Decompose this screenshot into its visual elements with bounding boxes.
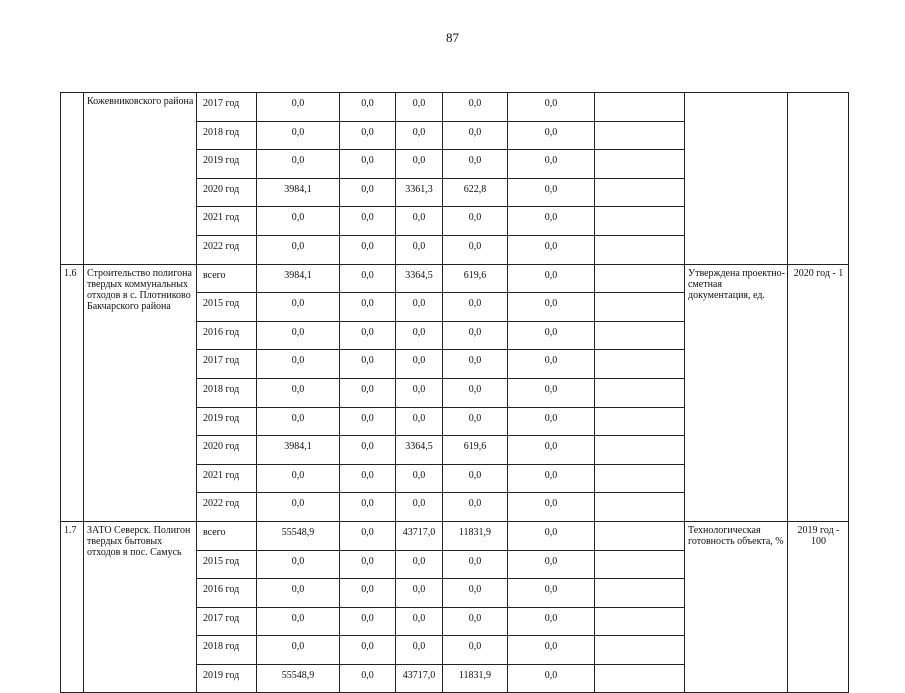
empty-cell xyxy=(595,350,685,379)
empty-cell xyxy=(595,493,685,522)
value-cell: 3364,5 xyxy=(396,264,443,293)
value-cell: 3361,3 xyxy=(396,178,443,207)
value-cell: 0,0 xyxy=(340,378,396,407)
value-cell: 0,0 xyxy=(508,464,595,493)
value-cell: 0,0 xyxy=(508,350,595,379)
value-cell: 11831,9 xyxy=(443,521,508,550)
item-name: Кожевниковского района xyxy=(84,93,197,265)
value-cell: 0,0 xyxy=(340,493,396,522)
value-cell: 0,0 xyxy=(396,121,443,150)
value-cell: 0,0 xyxy=(396,350,443,379)
result-cell: 2020 год - 1 xyxy=(788,264,849,521)
year-cell: 2017 год xyxy=(197,93,257,122)
empty-cell xyxy=(595,150,685,179)
value-cell: 0,0 xyxy=(508,207,595,236)
value-cell: 0,0 xyxy=(396,293,443,322)
empty-cell xyxy=(595,436,685,465)
item-number xyxy=(61,93,84,265)
empty-cell xyxy=(595,407,685,436)
empty-cell xyxy=(595,121,685,150)
value-cell: 0,0 xyxy=(257,464,340,493)
value-cell: 0,0 xyxy=(396,378,443,407)
value-cell: 0,0 xyxy=(257,493,340,522)
value-cell: 0,0 xyxy=(443,93,508,122)
year-cell: всего xyxy=(197,264,257,293)
table-body xyxy=(61,93,849,693)
page-number: 87 xyxy=(446,30,459,45)
item-name: ЗАТО Северск. Полигон твердых бытовых отходов в пос. Самусь xyxy=(84,521,197,693)
year-cell: 2020 год xyxy=(197,178,257,207)
result-cell xyxy=(788,93,849,265)
table-row xyxy=(61,521,849,550)
value-cell: 0,0 xyxy=(257,293,340,322)
value-cell: 0,0 xyxy=(257,636,340,665)
value-cell: 0,0 xyxy=(508,407,595,436)
value-cell: 0,0 xyxy=(508,121,595,150)
value-cell: 0,0 xyxy=(443,121,508,150)
result-cell: 2019 год - 100 xyxy=(788,521,849,693)
value-cell: 0,0 xyxy=(443,378,508,407)
value-cell: 0,0 xyxy=(443,607,508,636)
value-cell: 0,0 xyxy=(396,93,443,122)
year-cell: 2018 год xyxy=(197,636,257,665)
year-cell: 2017 год xyxy=(197,350,257,379)
value-cell: 11831,9 xyxy=(443,664,508,693)
value-cell: 0,0 xyxy=(508,378,595,407)
empty-cell xyxy=(595,636,685,665)
value-cell: 0,0 xyxy=(396,550,443,579)
value-cell: 0,0 xyxy=(257,93,340,122)
item-name: Строительство полигона твердых коммунальных отходов в с. Плотниково Бакчарского района xyxy=(84,264,197,521)
value-cell: 0,0 xyxy=(340,664,396,693)
value-cell: 0,0 xyxy=(443,235,508,264)
year-cell: 2018 год xyxy=(197,378,257,407)
value-cell: 0,0 xyxy=(508,93,595,122)
value-cell: 0,0 xyxy=(340,636,396,665)
empty-cell xyxy=(595,264,685,293)
year-cell: 2018 год xyxy=(197,121,257,150)
value-cell: 0,0 xyxy=(443,464,508,493)
value-cell: 0,0 xyxy=(340,350,396,379)
value-cell: 0,0 xyxy=(508,235,595,264)
value-cell: 0,0 xyxy=(340,121,396,150)
value-cell: 3984,1 xyxy=(257,178,340,207)
value-cell: 0,0 xyxy=(443,293,508,322)
value-cell: 0,0 xyxy=(443,350,508,379)
value-cell: 0,0 xyxy=(340,407,396,436)
value-cell: 0,0 xyxy=(508,550,595,579)
value-cell: 0,0 xyxy=(257,121,340,150)
empty-cell xyxy=(595,664,685,693)
value-cell: 0,0 xyxy=(257,550,340,579)
empty-cell xyxy=(595,321,685,350)
value-cell: 0,0 xyxy=(340,93,396,122)
value-cell: 0,0 xyxy=(340,150,396,179)
value-cell: 0,0 xyxy=(443,550,508,579)
empty-cell xyxy=(595,293,685,322)
value-cell: 0,0 xyxy=(443,321,508,350)
value-cell: 619,6 xyxy=(443,436,508,465)
year-cell: 2015 год xyxy=(197,550,257,579)
table-row xyxy=(61,264,849,293)
value-cell: 0,0 xyxy=(443,493,508,522)
year-cell: 2021 год xyxy=(197,464,257,493)
value-cell: 0,0 xyxy=(340,207,396,236)
value-cell: 0,0 xyxy=(508,321,595,350)
value-cell: 0,0 xyxy=(257,579,340,608)
value-cell: 0,0 xyxy=(257,350,340,379)
indicator-cell: Технологическая готовность объекта, % xyxy=(685,521,788,693)
value-cell: 0,0 xyxy=(508,264,595,293)
value-cell: 0,0 xyxy=(396,579,443,608)
year-cell: 2022 год xyxy=(197,235,257,264)
empty-cell xyxy=(595,579,685,608)
value-cell: 0,0 xyxy=(443,579,508,608)
indicator-cell: Утверждена проектно-сметная документация, ед. xyxy=(685,264,788,521)
value-cell: 0,0 xyxy=(508,150,595,179)
value-cell: 3364,5 xyxy=(396,436,443,465)
value-cell: 0,0 xyxy=(340,579,396,608)
value-cell: 0,0 xyxy=(340,264,396,293)
value-cell: 3984,1 xyxy=(257,436,340,465)
year-cell: 2021 год xyxy=(197,207,257,236)
value-cell: 0,0 xyxy=(396,321,443,350)
value-cell: 0,0 xyxy=(340,235,396,264)
empty-cell xyxy=(595,607,685,636)
value-cell: 0,0 xyxy=(340,464,396,493)
value-cell: 0,0 xyxy=(508,579,595,608)
item-number: 1.7 xyxy=(61,521,84,693)
empty-cell xyxy=(595,93,685,122)
value-cell: 0,0 xyxy=(257,407,340,436)
value-cell: 0,0 xyxy=(508,664,595,693)
empty-cell xyxy=(595,178,685,207)
value-cell: 0,0 xyxy=(257,321,340,350)
item-number: 1.6 xyxy=(61,264,84,521)
value-cell: 0,0 xyxy=(396,235,443,264)
value-cell: 622,8 xyxy=(443,178,508,207)
year-cell: 2016 год xyxy=(197,321,257,350)
table-row xyxy=(61,93,849,122)
value-cell: 0,0 xyxy=(443,636,508,665)
value-cell: 0,0 xyxy=(257,607,340,636)
empty-cell xyxy=(595,521,685,550)
value-cell: 0,0 xyxy=(508,436,595,465)
value-cell: 0,0 xyxy=(340,607,396,636)
value-cell: 0,0 xyxy=(257,150,340,179)
value-cell: 0,0 xyxy=(340,321,396,350)
value-cell: 55548,9 xyxy=(257,521,340,550)
value-cell: 619,6 xyxy=(443,264,508,293)
value-cell: 55548,9 xyxy=(257,664,340,693)
empty-cell xyxy=(595,464,685,493)
empty-cell xyxy=(595,235,685,264)
value-cell: 0,0 xyxy=(508,293,595,322)
value-cell: 0,0 xyxy=(257,235,340,264)
indicator-cell xyxy=(685,93,788,265)
value-cell: 0,0 xyxy=(508,607,595,636)
year-cell: 2019 год xyxy=(197,150,257,179)
value-cell: 0,0 xyxy=(340,178,396,207)
value-cell: 0,0 xyxy=(443,407,508,436)
value-cell: 0,0 xyxy=(508,493,595,522)
value-cell: 0,0 xyxy=(340,293,396,322)
value-cell: 43717,0 xyxy=(396,521,443,550)
year-cell: 2016 год xyxy=(197,579,257,608)
year-cell: 2017 год xyxy=(197,607,257,636)
year-cell: 2019 год xyxy=(197,664,257,693)
year-cell: всего xyxy=(197,521,257,550)
value-cell: 0,0 xyxy=(508,178,595,207)
value-cell: 0,0 xyxy=(396,464,443,493)
value-cell: 0,0 xyxy=(340,436,396,465)
year-cell: 2019 год xyxy=(197,407,257,436)
year-cell: 2022 год xyxy=(197,493,257,522)
financing-table xyxy=(60,92,849,693)
empty-cell xyxy=(595,550,685,579)
value-cell: 0,0 xyxy=(340,550,396,579)
value-cell: 3984,1 xyxy=(257,264,340,293)
empty-cell xyxy=(595,378,685,407)
value-cell: 43717,0 xyxy=(396,664,443,693)
empty-cell xyxy=(595,207,685,236)
value-cell: 0,0 xyxy=(508,521,595,550)
value-cell: 0,0 xyxy=(257,207,340,236)
value-cell: 0,0 xyxy=(340,521,396,550)
value-cell: 0,0 xyxy=(396,407,443,436)
value-cell: 0,0 xyxy=(396,607,443,636)
year-cell: 2015 год xyxy=(197,293,257,322)
value-cell: 0,0 xyxy=(257,378,340,407)
value-cell: 0,0 xyxy=(396,207,443,236)
value-cell: 0,0 xyxy=(443,150,508,179)
value-cell: 0,0 xyxy=(508,636,595,665)
value-cell: 0,0 xyxy=(396,150,443,179)
value-cell: 0,0 xyxy=(396,493,443,522)
year-cell: 2020 год xyxy=(197,436,257,465)
value-cell: 0,0 xyxy=(396,636,443,665)
value-cell: 0,0 xyxy=(443,207,508,236)
